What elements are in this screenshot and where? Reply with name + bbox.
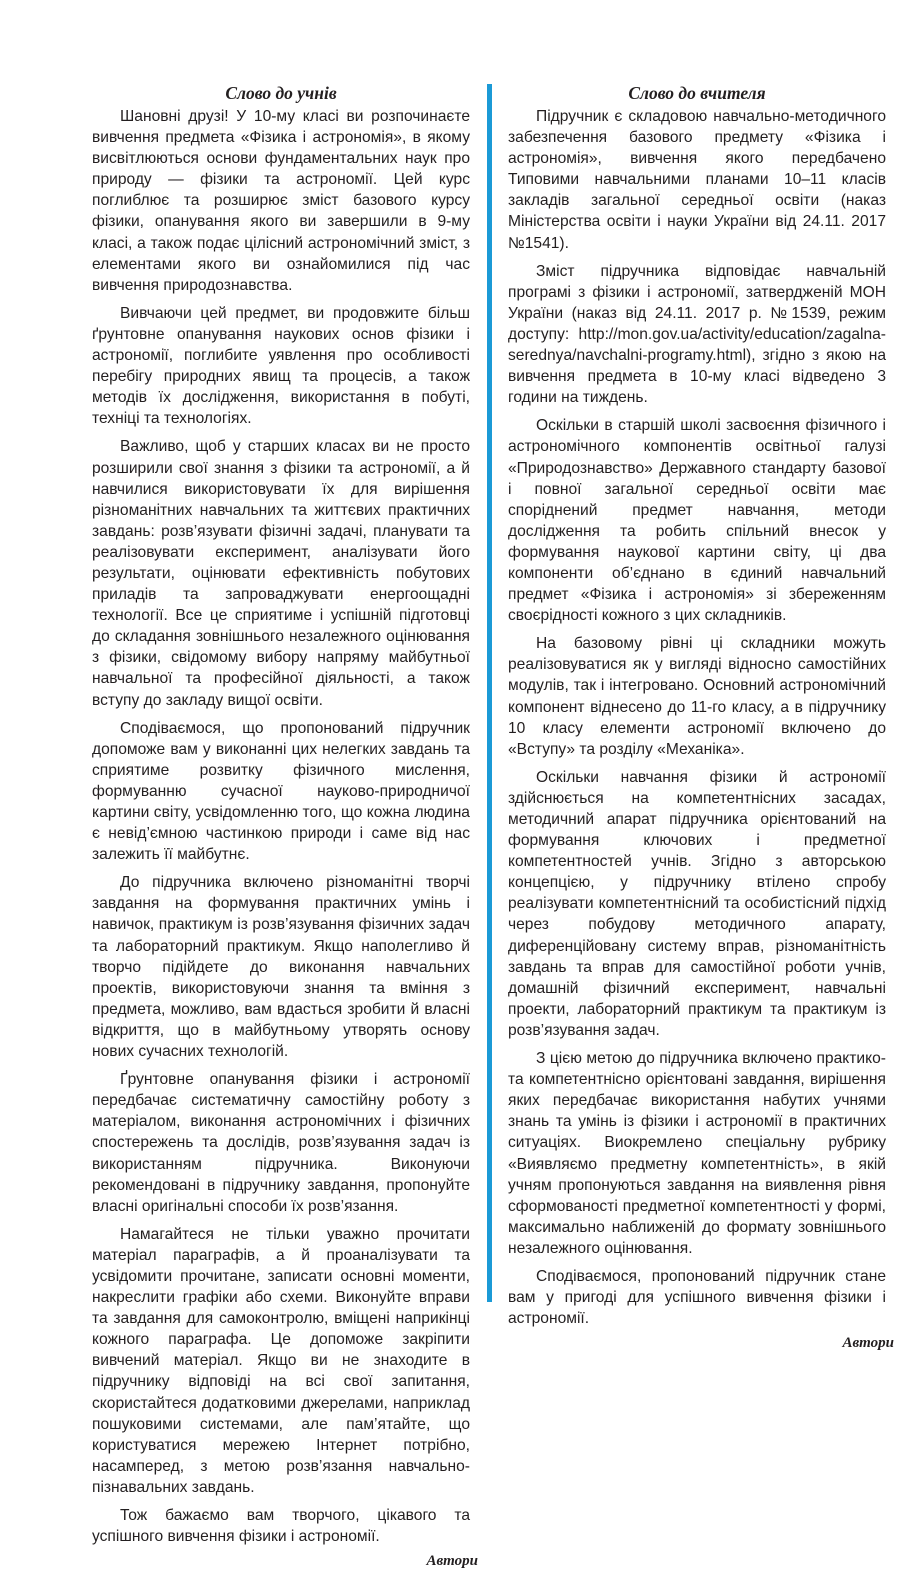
teachers-paragraph-2: Зміст підручника відповідає навчальній програмі з фізики і астрономії, затвердженій МОН України (наказ від 24.11. 2017 р. №1539, режим доступу: http://mon.gov.ua/activity/education/zagalna-serednya/navchalni-programy.html), згідно з якою на вивчення предмета в 10-му класі відведено 3 години на тиждень.: [508, 262, 886, 407]
teachers-paragraph-3: Оскільки в старшій школі засвоєння фізичного і астрономічного компонентів освітньої галузі «Природознавство» Державного стандарту базової і повної загальної середньої освіти має споріднений предмет навчання, методи дослідження та робить спільний внесок у формування наукової картини світу, ці два компоненти об’єднано в єдиний навчальний предмет «Фізика і астрономія» зі збереженням своєрідності кожного з цих складників.: [508, 417, 886, 625]
teachers-paragraph-6: З цією метою до підручника включено практико- та компетентнісно орієнтовані завдання, вирішення яких передбачає використання набутих учнями знань та умінь із фізики і астрономії в практичних ситуаціях. Виокремлено спеціальну рубрику «Виявляємо предметну компетентність», в якій учням пропонуються завдання на виявлення рівня сформованості предметної компетентності у формі, максимально наближеній до формату зовнішнього незалежного оцінювання.: [508, 1050, 886, 1257]
students-paragraph-3: Важливо, щоб у старших класах ви не просто розширили свої знання з фізики та астрономії, а й навчилися використовувати їх для вирішення різноманітних навчальних та життєвих практичних завдань: розв’язувати фізичні задачі, планувати та реалізовувати експеримент, аналізувати його результати, оцінювати ефективність побутових приладів та запроваджувати енергоощадні технології. Все це сприятиме і успішній підготовці до складання зовнішнього незалежного оцінювання з фізики, свідомому вибору напряму майбутньої навчальної та професійної діяльності, а також вступу до закладу вищої освіти.: [92, 438, 470, 709]
students-paragraph-7: Намагайтеся не тільки уважно прочитати матеріал параграфів, а й проаналізувати та усвідомити прочитане, записати основні моменти, накреслити графіки або схеми. Виконуйте вправи та завдання для самоконтролю, вміщені наприкінці кожного параграфа. Це допоможе закріпити вивчений матеріал. Якщо ви не знаходите в підручнику відповіді на всі свої запитання, скористайтеся додатковими джерелами, наприклад пошуковими системами, але пам’ятайте, що користуватися мережею Інтернет потрібно, насамперед, з метою розв’язання навчально-пізнавальних завдань.: [92, 1225, 470, 1496]
teachers-signature: Автори: [842, 1335, 894, 1352]
students-paragraph-6: Ґрунтовне опанування фізики і астрономії передбачає систематичну самостійну роботу з матеріалом, виконання астрономічних і фізичних спостережень та дослідів, розв’язування задач із використанням підручника. Виконуючи рекомендовані в підручнику завдання, пропонуйте власні оригінальні способи їх розв’язання.: [92, 1071, 470, 1215]
students-paragraph-8: Тож бажаємо вам творчого, цікавого та успішного вивчення фізики і астрономії.: [92, 1507, 470, 1546]
students-heading: Слово до учнів: [225, 83, 337, 103]
teachers-paragraph-4: На базовому рівні ці складники можуть реалізовуватися як у вигляді відносно самостійних модулів, так і інтегровано. Основний астрономічний компонент віднесено до 11-го класу, а в підручнику 10 класу елементи астрономії включено до «Вступу» та розділу «Механіка».: [508, 635, 886, 758]
students-paragraph-4: Сподіваємося, що пропонований підручник допоможе вам у виконанні цих нелегких завдань та сприятиме розвитку фізичного мислення, формуванню сучасної науково-природничої картини світу, усвідомленню того, що кожна людина є невід’ємною частинкою природи і саме від нас залежить її майбутнє.: [92, 719, 470, 864]
students-paragraph-2: Вивчаючи цей предмет, ви продовжите більш ґрунтовне опанування наукових основ фізики і астрономії, поглибите уявлення про особливості перебігу природних явищ та процесів, а також методів їх дослідження, використання в побуті, техніці та технологіях.: [92, 304, 470, 428]
students-paragraph-5: До підручника включено різноманітні творчі завдання на формування практичних умінь і навичок, практикум із розв’язування фізичних задач та лабораторний практикум. Якщо наполегливо й творчо підійдете до виконання навчальних проектів, використовуючи знання та вміння з предмета, можливо, вам вдасться зробити й власні відкриття, що в майбутньому утворять основу нових сучасних технологій.: [92, 874, 470, 1061]
teachers-paragraph-5: Оскільки навчання фізики й астрономії здійснюється на компетентнісних засадах, методичний апарат підручника орієнтований на формування ключових і предметної компетентностей учнів. Згідно з авторською концепцією, у підручнику втілено спробу реалізувати компетентнісний та особистісний підхід через побудову методичного апарату, диференційовану систему вправ, різноманітність завдань та вправ для самостійної роботи учнів, домашній фізичний експеримент, навчальні проекти, лабораторний практикум та практикум із розв’язування задач.: [508, 768, 886, 1039]
students-column: [92, 82, 478, 1572]
teachers-paragraph-7: Сподіваємося, пропонований підручник стане вам у пригоді для успішного вивчення фізики і астрономії.: [508, 1267, 886, 1328]
teachers-heading: Слово до вчителя: [628, 83, 766, 103]
teachers-column: [508, 82, 894, 1354]
teachers-paragraph-1: Підручник є складовою навчально-методичного забезпечення базового предмету «Фізика і астрономія», вивчення якого передбачено Типовими навчальними планами 10–11 класів закладів загальної середньої освіти (наказ Міністерства освіти і науки України від 24.11. 2017 №1541).: [508, 108, 886, 252]
students-paragraph-1: Шановні друзі! У 10-му класі ви розпочинаєте вивчення предмета «Фізика і астрономія», в якому висвітлюються основи фундаментальних наук про природу — фізики та астрономії. Цей курс поглиблює та розширює зміст базового курсу фізики, опанування якого ви завершили в 9-му класі, а також подає цілісний астрономічний зміст, з елементами якого ви ознайомилися під час вивчення природознавства.: [92, 108, 470, 294]
column-divider: [487, 84, 492, 1302]
students-signature: Автори: [426, 1553, 478, 1570]
